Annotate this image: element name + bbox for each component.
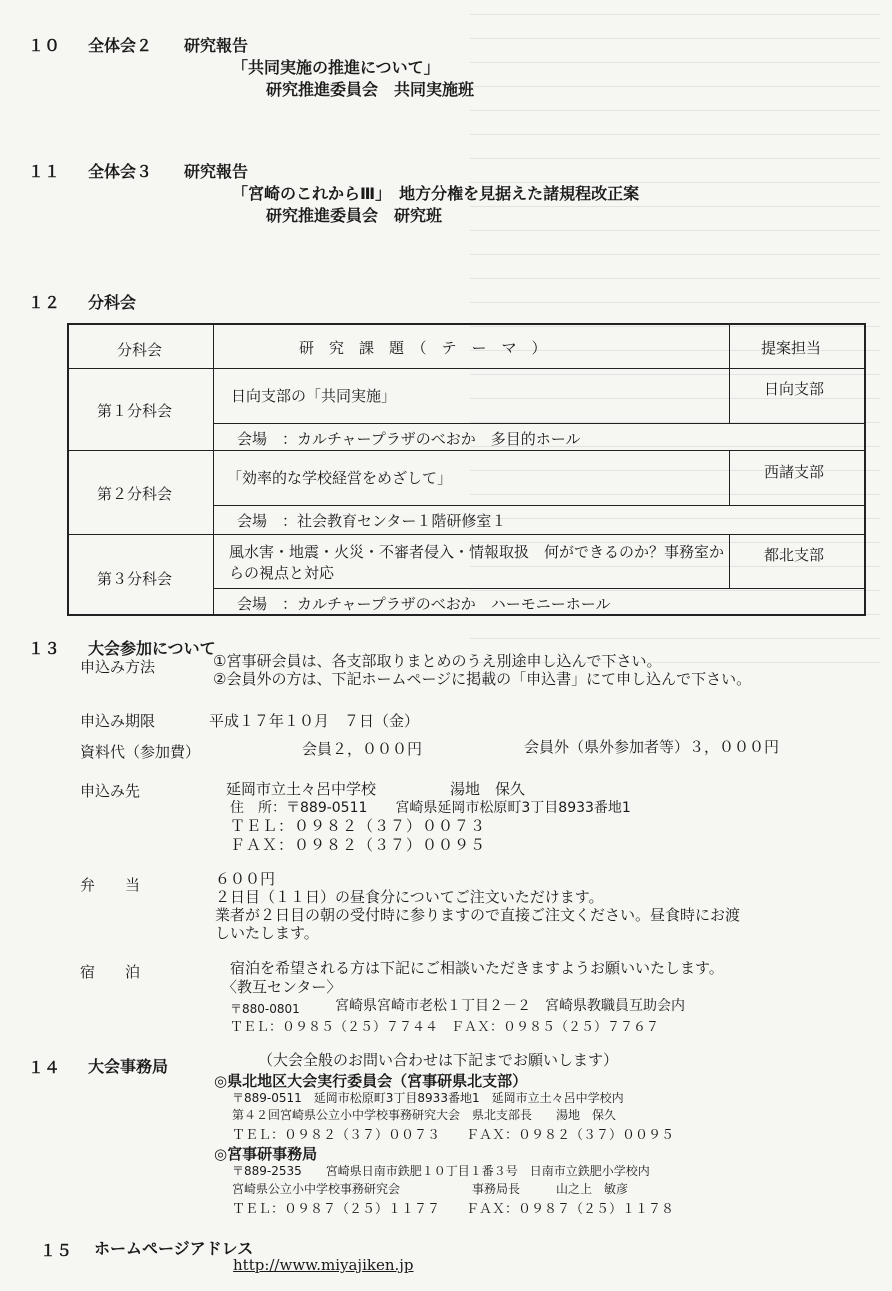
lodging-tel-fax: ＴＥＬ：０９８５（２５）７７４４ ＦＡＸ：０９８５（２５）７７６７	[230, 1020, 660, 1035]
destination-address: 住 所：〒889-0511 宮崎県延岡市松原町3丁目8933番地1	[230, 800, 631, 816]
lodging-address: 宮崎県宮崎市老松１丁目２－２ 宮崎県教職員互助会内	[335, 998, 685, 1014]
table-divider	[69, 368, 864, 369]
lodging-postal-code: 〒880-0801	[230, 1002, 300, 1016]
table-row-venue-2: 会場 ：社会教育センター１階研修室１	[237, 512, 507, 530]
homepage-url-link[interactable]: http://www.miyajiken.jp	[233, 1256, 414, 1274]
lunch-note-2: 業者が２日目の朝の受付時に参りますので直接ご注文ください。昼食時にお渡	[215, 906, 741, 924]
lodging-center-name: 〈教互センター〉	[222, 978, 342, 996]
table-row-venue-3: 会場 ：カルチャープラザのべおか ハーモニーホール	[237, 595, 611, 613]
office-inquiry-note: （大会全般のお問い合わせは下記までお願いします）	[258, 1051, 619, 1069]
table-divider	[729, 325, 730, 368]
table-divider	[729, 450, 730, 505]
section-11-report-title: 「宮崎のこれからⅢ」 地方分権を見据えた諸規程改正案	[232, 184, 640, 203]
table-row-session-1: 第１分科会	[97, 402, 173, 420]
table-divider	[69, 534, 864, 535]
table-row-branch-1: 日向支部	[764, 380, 825, 398]
lunch-price: ６００円	[215, 870, 276, 888]
office-2-name: ◎宮事研事務局	[214, 1145, 318, 1163]
office-2-address: 〒889-2535 宮崎県日南市鉄肥１０丁目１番３号 日南市立鉄肥小学校内	[232, 1164, 650, 1178]
lunch-note-3: しいたします。	[215, 924, 319, 942]
application-method-label: 申込み方法	[80, 658, 156, 676]
table-row-branch-2: 西諸支部	[764, 463, 825, 481]
deadline-label: 申込み期限	[80, 712, 156, 730]
section-10-presenter: 研究推進委員会 共同実施班	[266, 80, 475, 99]
table-row-session-3: 第３分科会	[97, 570, 173, 588]
table-divider	[729, 534, 730, 588]
table-row-theme-3: 風水害・地震・火災・不審者侵入・情報取扱 何ができるのか？事務室からの視点と対応	[229, 543, 725, 582]
section-14-title: 大会事務局	[88, 1057, 169, 1076]
destination-person: 湯地 保久	[450, 780, 526, 798]
table-header-session: 分科会	[117, 341, 163, 359]
table-divider	[213, 505, 864, 506]
fee-member: 会員２，０００円	[302, 740, 423, 758]
office-1-address: 〒889-0511 延岡市松原町3丁目8933番地1 延岡市立土々呂中学校内	[232, 1091, 624, 1105]
table-divider	[213, 423, 864, 424]
destination-tel: ＴＥＬ：０９８２（３７）００７３	[230, 817, 487, 835]
fee-label: 資料代（参加費）	[80, 743, 201, 761]
section-13-number: １３	[28, 639, 61, 658]
table-row-session-2: 第２分科会	[97, 485, 173, 503]
table-divider	[213, 588, 864, 589]
application-method-2: ②会員外の方は、下記ホームページに掲載の「申込書」にて申し込んで下さい。	[213, 670, 752, 688]
section-11-presenter: 研究推進委員会 研究班	[266, 206, 443, 225]
lodging-label: 宿 泊	[80, 963, 141, 981]
table-row-venue-1: 会場 ：カルチャープラザのべおか 多目的ホール	[237, 430, 581, 448]
destination-school: 延岡市立土々呂中学校	[226, 780, 377, 798]
section-12-number: １２	[28, 293, 61, 312]
fee-nonmember: 会員外（県外参加者等）３，０００円	[524, 738, 780, 756]
lodging-note: 宿泊を希望される方は下記にご相談いただきますようお願いいたします。	[230, 959, 724, 977]
lunch-note-1: ２日目（１１日）の昼食分についてご注文いただけます。	[215, 888, 604, 906]
office-1-role: 第４２回宮崎県公立小中学校事務研究大会 県北支部長 湯地 保久	[232, 1108, 617, 1122]
destination-label: 申込み先	[80, 782, 141, 800]
section-10-report-title: 「共同実施の推進について」	[232, 58, 440, 77]
section-14-number: １４	[28, 1058, 61, 1077]
section-15-title: ホームページアドレス	[94, 1239, 254, 1258]
section-10-title: 全体会２ 研究報告	[88, 36, 249, 55]
section-11-title: 全体会３ 研究報告	[88, 162, 249, 181]
office-2-tel-fax: ＴＥＬ：０９８７（２５）１１７７ ＦＡＸ：０９８７（２５）１１７８	[232, 1202, 675, 1217]
destination-fax: ＦＡＸ：０９８２（３７）００９５	[230, 836, 487, 854]
section-13-title: 大会参加について	[88, 639, 216, 658]
table-row-branch-3: 都北支部	[764, 546, 825, 564]
lunch-label: 弁 当	[80, 876, 141, 894]
section-12-title: 分科会	[88, 293, 137, 312]
office-2-role: 宮崎県公立小中学校事務研究会 事務局長 山之上 敏彦	[232, 1182, 629, 1196]
office-1-name: ◎県北地区大会実行委員会（宮事研県北支部）	[214, 1072, 528, 1090]
table-header-branch: 提案担当	[761, 339, 822, 357]
table-header-theme: 研 究 課 題 （ テ ー マ ）	[299, 339, 547, 357]
office-1-tel-fax: ＴＥＬ：０９８２（３７）００７３ ＦＡＸ：０９８２（３７）００９５	[232, 1128, 675, 1143]
section-15-number: １５	[40, 1241, 73, 1260]
deadline-value: 平成１７年１０月 ７日（金）	[209, 712, 420, 730]
section-11-number: １１	[28, 162, 61, 181]
table-row-theme-1: 日向支部の「共同実施」	[231, 387, 397, 405]
table-divider	[69, 450, 864, 451]
table-row-theme-2: 「効率的な学校経営をめざして」	[227, 469, 453, 487]
table-divider	[729, 368, 730, 423]
breakout-session-table	[67, 323, 866, 616]
application-method-1: ①宮事研会員は、各支部取りまとめのうえ別途申し込んで下さい。	[213, 652, 662, 670]
section-10-number: １０	[28, 36, 61, 55]
